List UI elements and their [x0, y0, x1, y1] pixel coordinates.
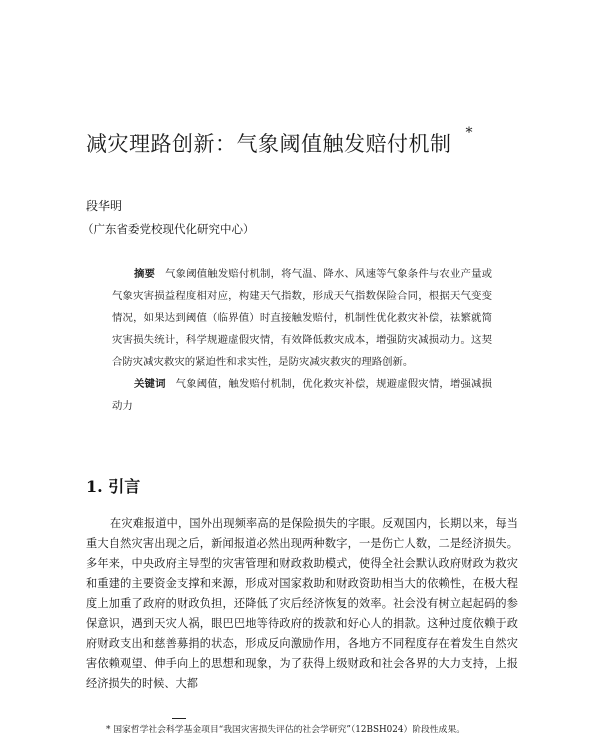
footnote: * 国家哲学社会科学基金项目“我国灾害损失评估的社会学研究”（12BSH024）阶段性成果。 — [106, 725, 466, 735]
author-affiliation: （广东省委党校现代化研究中心） — [82, 222, 255, 236]
paper-title — [86, 125, 473, 158]
title-footnote-mark: * — [465, 125, 473, 141]
keywords-text: 气象阈值，触发赔付机制，优化救灾补偿，规避虚假灾情，增强减损动力 — [112, 378, 493, 412]
body-paragraph: 在灾难报道中，国外出现频率高的是保险损失的字眼。反观国内，长期以来，每当重大自然灾害出现之后，新闻报道必然出现两种数字，一是伤亡人数，二是经济损失。多年来，中央政府主导型的灾害管理和财政救助模式，使得全社会默认政府财政为救灾和重建的主要资金支撑和来源，形成对国家救助和财政资助相当大的依赖性，在极大程度上加重了政府的财政负担，还降低了灾后经济恢复的效率。社会没有树立起起码的参保意识，遇到天灾人祸，眼巴巴地等待政府的拨款和好心人的捐款。这种过度依赖于政府财政支出和慈善募捐的状态，形成反向激励作用，各地方不同程度存在着发生自然灾害依赖观望、伸手向上的思想和现象，为了获得上级财政和社会各界的大力支持，上报经济损失的时候、大都 — [86, 517, 518, 690]
footnote-rule — [172, 718, 186, 719]
abstract-block — [112, 263, 492, 417]
abstract-text: 气象阈值触发赔付机制，将气温、降水、风速等气象条件与农业产量或气象灾害损益程度相对应，构建天气指数，形成天气指数保险合同，根据天气变变情况，如果达到阈值（临界值）时直接触发赔付，机制性优化救灾补偿，祛繁就简灾害损失统计，科学规避虚假灾情，有效降低救灾成本，增强防灾减损动力。这契合防灾减灾救灾的紧迫性和求实性，是防灾减灾救灾的理路创新。 — [112, 268, 493, 368]
abstract-label: 摘要 — [134, 268, 156, 280]
abstract-paragraph — [112, 263, 492, 373]
section-heading: 1. 引言 — [86, 477, 141, 496]
title-text: 减灾理路创新：气象阈值触发赔付机制 — [86, 132, 452, 156]
body-text-block — [86, 514, 518, 694]
keywords-paragraph — [112, 373, 492, 417]
keywords-label: 关键词 — [134, 378, 166, 390]
author-name: 段华明 — [86, 199, 123, 213]
